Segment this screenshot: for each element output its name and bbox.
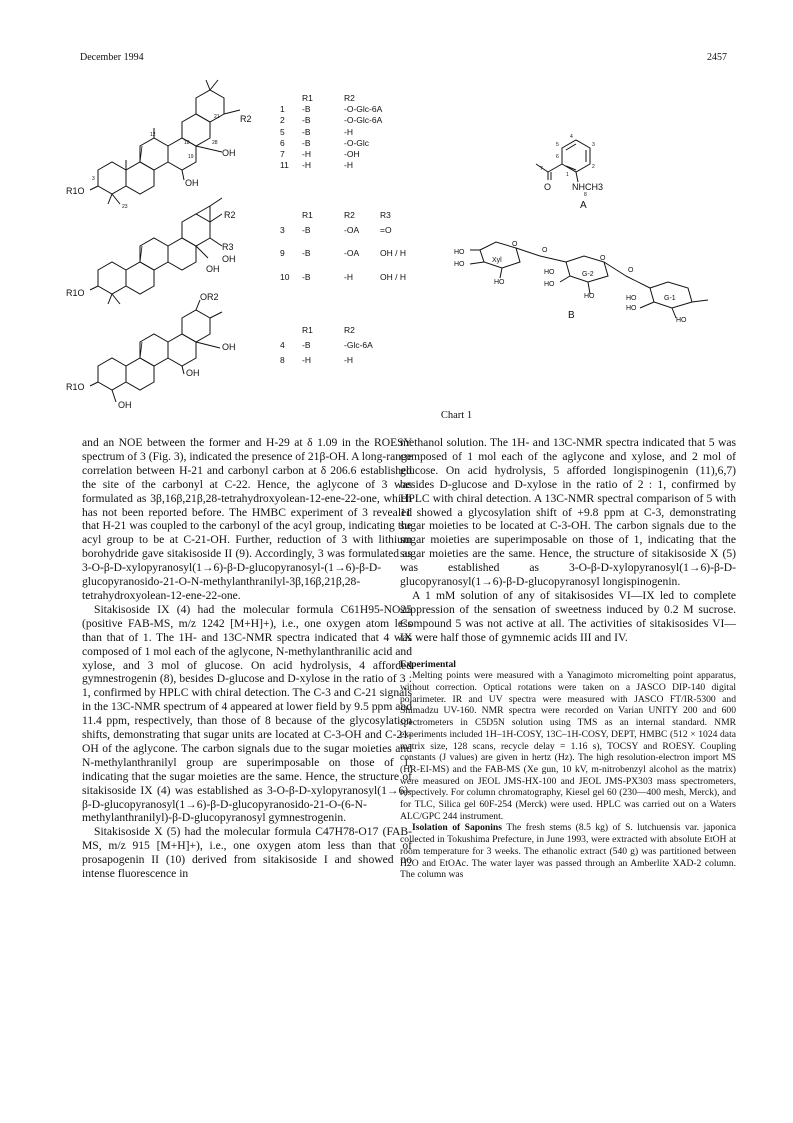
fragB-ho2: HO xyxy=(454,261,465,268)
cell: 11 xyxy=(280,160,289,171)
s1-c23: 23 xyxy=(122,204,128,210)
s2-oh1: OH xyxy=(222,254,236,264)
s3-r1o: R1O xyxy=(66,382,85,392)
fragment-b xyxy=(470,242,708,318)
structure-2 xyxy=(90,198,222,304)
cell: -H xyxy=(344,355,353,366)
fragA-n1: 1 xyxy=(566,172,569,178)
cell: 7 xyxy=(280,149,285,160)
fragA-n8: 8 xyxy=(584,192,587,198)
fragA-n6: 6 xyxy=(556,154,559,160)
cell: -OA xyxy=(344,225,360,236)
table-row xyxy=(280,225,406,236)
cell: -B xyxy=(302,340,311,351)
table-row xyxy=(280,355,373,366)
s3-oh2: OH xyxy=(186,368,200,378)
table-2-header xyxy=(280,210,406,221)
cell: 4 xyxy=(280,340,285,351)
fragA-n4: 4 xyxy=(570,134,573,140)
fragB-o3: O xyxy=(600,255,606,262)
table-2-h-r1: R1 xyxy=(302,210,313,220)
s1-r2: R2 xyxy=(240,114,252,124)
fragB-xyl: Xyl xyxy=(492,257,502,264)
cell: -OA xyxy=(344,248,360,259)
s3-oh3: OH xyxy=(118,400,132,410)
cell: OH / H xyxy=(380,248,406,259)
cell: -B xyxy=(302,104,311,115)
cell: -O-Glc xyxy=(344,137,370,148)
cell: -Glc-6A xyxy=(344,340,373,351)
cell: 2 xyxy=(280,115,285,126)
table-2 xyxy=(280,210,406,283)
fragB-ho4: HO xyxy=(544,269,555,276)
s1-r1o: R1O xyxy=(66,186,85,196)
paragraph: Melting points were measured with a Yanagimoto micromelting point apparatus, without correction. Optical rotations were taken on a JASCO DIP-140 digital polarimeter. IR and UV spectra were measured with JASCO FT/IR-5300 and Shimadzu UV-160. NMR spectra were recorded on Varian UNITY 200 and 600 spectrometers in C5D5N solution using TMS as an internal standard. NMR experiments included 1H–1H-COSY, 13C–1H-COSY, DEPT, HMBC (512 × 1024 data matrix size, 128 scans, recycle delay = 1.16 s), TOCSY and ROESY. Coupling constants (J values) are given in hertz (Hz). The high resolution-electron import MS (HR-EI-MS) and the FAB-MS (Xe gun, 10 kV, m-nitrobenzyl alcohol as the matrix) were measured on JEOL JMS-HX-100 and JEOL JMS-PX303 mass spectrometers, respectively. For column chromatography, Kiesel gel 60 (230—400 mesh, Merck), and for TLC, Silica gel 60F-254 (Merck) were used. HPLC was carried out on a Waters ALC/GPC 244 instrument. xyxy=(400,670,736,822)
cell: -H xyxy=(344,126,353,137)
cell: =O xyxy=(380,225,392,236)
paragraph: Sitakisoside IX (4) had the molecular formula C61H95-NO25 (positive FAB-MS, m/z 1242 [M+H]+), i.e., one oxygen atom less than that of 1. The 1H- and 13C-NMR spectra indicated that 4 was composed of 1 mol each of the aglycone, N-methylanthranilic acid and xylose, and 3 mol of glucose. On acid hydrolysis, 4 afforded gymnestrogenin (8), besides D-glucose and D-xylose in the ratio of 3 : 1, confirmed by HPLC with chiral detection. The C-3 and C-21 signals in the 13C-NMR spectrum of 4 appeared at lower field by 9.5 ppm and 11.4 ppm, respectively, than those of 8 because of the glycosylation shifts, demonstrating that sugar units are located at C-3-OH and C-21-OH of the aglycone. The carbon signals due to the sugar moieties and N-methylanthranilyl group are superimposable on those of 1, indicating that the sugar moieties are the same. Hence, the structure of sitakisoside IX (4) was established as 3-O-β-D-xylopyranosyl(1→6)-β-D-glucopyranosyl(1→6)-β-D-glucopyranosido-21-O-(6-N-methylanthranilyl)-β-D-glucopyranosyl gymnestrogenin. xyxy=(82,602,412,825)
table-row xyxy=(280,104,382,115)
structure-3 xyxy=(90,300,222,402)
table-3-h-r2: R2 xyxy=(344,325,355,335)
fragB-ho1: HO xyxy=(454,249,465,256)
s2-r2: R2 xyxy=(224,210,236,220)
ring-a1 xyxy=(98,162,126,194)
cell: -OH xyxy=(344,149,360,160)
s1-c21: 21 xyxy=(214,114,220,120)
table-row xyxy=(280,115,382,126)
cell: 3 xyxy=(280,225,285,236)
cell: -O-Glc-6A xyxy=(344,115,383,126)
table-row xyxy=(280,340,373,351)
cell: -H xyxy=(302,160,311,171)
cell: -H xyxy=(344,160,353,171)
right-column xyxy=(400,436,736,881)
s1-c3: 3 xyxy=(92,176,95,182)
table-row xyxy=(280,138,382,149)
table-1-h-r1: R1 xyxy=(302,93,313,103)
s1-c12: 12 xyxy=(150,132,156,138)
fragA-n3: 3 xyxy=(592,142,595,148)
table-3-header xyxy=(280,325,373,336)
cell: -H xyxy=(302,149,311,160)
table-1-h-r2: R2 xyxy=(344,93,355,103)
paragraph: A 1 mM solution of any of sitakisosides VI—IX led to complete suppression of the sensation of sweetness induced by 0.2 M sucrose. Compound 5 was not active at all. The activities of sitakisosides VI—IX were half those of gymnemic acids III and IV. xyxy=(400,588,736,644)
cell: -B xyxy=(302,248,311,259)
s2-oh2: OH xyxy=(206,264,220,274)
s3-oh1: OH xyxy=(222,342,236,352)
cell: 1 xyxy=(280,104,285,115)
fragB-g1: G-1 xyxy=(664,295,676,302)
s2-r3: R3 xyxy=(222,242,234,252)
fragB-ho3: HO xyxy=(494,279,505,286)
paragraph xyxy=(400,822,736,881)
ring-b1 xyxy=(126,162,154,194)
paragraph: Sitakisoside X (5) had the molecular formula C47H78-O17 (FAB-MS, m/z 915 [M+H]+), i.e., one oxygen atom less than that of prosapogenin II (10) derived from sitakisoside I and showed no intense fluorescence in xyxy=(82,825,412,881)
cell: 10 xyxy=(280,271,290,282)
chart-caption xyxy=(0,410,793,421)
fragB-o4: O xyxy=(628,267,634,274)
left-column xyxy=(82,436,412,881)
fragB-ho8: HO xyxy=(626,305,637,312)
table-1 xyxy=(280,93,382,171)
table-2-h-r3: R3 xyxy=(380,210,391,220)
s1-c19: 19 xyxy=(188,154,194,160)
cell: 8 xyxy=(280,355,285,366)
table-row xyxy=(280,272,406,283)
fragA-o: O xyxy=(544,182,552,192)
fragB-o1: O xyxy=(512,241,518,248)
cell: -B xyxy=(302,225,311,236)
fragB-label: B xyxy=(568,310,575,321)
page-number: 2457 xyxy=(707,52,727,63)
fragB-ho9: HO xyxy=(676,317,687,324)
cell: -B xyxy=(302,126,311,137)
fragA-label: A xyxy=(580,200,587,211)
chart-structures xyxy=(0,0,793,410)
cell: -B xyxy=(302,115,311,126)
paragraph: and an NOE between the former and H-29 at δ 1.09 in the ROESY spectrum of 3 (Fig. 3), indicated the presence of 21β-OH. A long-range correlation between H-21 and carbonyl carbon at δ 206.6 established the site of the carbonyl at C-22. Hence, the aglycone of 3 was formulated as 3β,16β,21β,28-tetrahydroxyolean-12-ene-22-one, which has not been reported before. The HMBC experiment of 3 revealed that H-21 was coupled to the carbonyl of the acyl group, indicating the acyl group to be at C-21-OH. Further, reduction of 3 with lithium borohydride gave sitakisoside II (9). Accordingly, 3 was formulated as 3-O-β-D-xylopyranosyl(1→6)-β-D-glucopyranosyl-(1→6)-β-D-glucopyranosido-21-O-N-methylanthranilyl-3β,16β,21β,28-tetrahydroxyolean-12-ene-22-one. xyxy=(82,436,412,602)
fragment-a xyxy=(536,140,590,182)
cell: 9 xyxy=(280,248,285,259)
table-3-h-r1: R1 xyxy=(302,325,313,335)
table-row xyxy=(280,160,382,171)
fragB-ho7: HO xyxy=(626,295,637,302)
cell: -H xyxy=(344,271,353,282)
fragA-n: NHCH3 xyxy=(572,182,604,192)
fragB-ho5: HO xyxy=(544,281,555,288)
table-3 xyxy=(280,325,373,367)
paragraph: methanol solution. The 1H- and 13C-NMR spectra indicated that 5 was composed of 1 mol each of the aglycone and xylose, and 2 mol of glucose. On acid hydrolysis, 5 afforded longispinogenin (11),6,7) besides D-glucose and D-xylose in the ratio of 2 : 1, confirmed by HPLC with chiral detection. A 13C-NMR spectral comparison of 5 with 11 showed a glycosylation shift of +9.8 ppm at C-3, demonstrating sugar moieties to be located at C-3-OH. The carbon signals due to the sugar moieties are superimposable on those of 1, indicating that the sugar moieties are the same. Hence, the structure of sitakisoside X (5) was established as 3-O-β-D-xylopyranosyl(1→6)-β-D-glucopyranosyl(1→6)-β-D-glucopyranosyl longispinogenin. xyxy=(400,436,736,589)
cell: -O-Glc-6A xyxy=(344,104,383,115)
table-1-header xyxy=(280,93,382,104)
fragA-n2: 2 xyxy=(592,164,595,170)
table-row xyxy=(280,248,406,259)
s1-oh2: OH xyxy=(185,178,199,188)
s3-or2: OR2 xyxy=(200,292,219,302)
caption-text: Chart 1 xyxy=(440,410,473,421)
cell: 6 xyxy=(280,137,285,148)
paragraph-text: The fresh stems (8.5 kg) of S. lutchuensis var. japonica collected in Tokushima Prefecture, in June 1993, were extracted with absolute EtOH at room temperature for 3 weeks. The ethanolic extract (540 g) was partitioned between H2O and EtOAc. The water layer was passed through an Amberlite XAD-2 column. The column was xyxy=(400,822,737,881)
s1-c18: 18 xyxy=(184,140,190,146)
fragB-ho6: HO xyxy=(584,293,595,300)
ring-c1 xyxy=(140,138,168,170)
cell: OH / H xyxy=(380,271,406,282)
fragB-o2: O xyxy=(542,247,548,254)
experimental-section xyxy=(400,659,736,881)
s1-oh1: OH xyxy=(222,148,236,158)
s1-c28: 28 xyxy=(212,140,218,146)
subheading: Isolation of Saponins xyxy=(412,822,502,834)
fragA-n7: 7 xyxy=(540,166,543,172)
table-row xyxy=(280,149,382,160)
fragB-g2: G-2 xyxy=(582,271,594,278)
cell: 5 xyxy=(280,126,285,137)
cell: -H xyxy=(302,355,311,366)
ring-f1 xyxy=(196,90,224,122)
fragA-n5: 5 xyxy=(556,142,559,148)
cell: -B xyxy=(302,137,311,148)
section-heading: Experimental xyxy=(400,658,456,670)
header-date: December 1994 xyxy=(80,52,144,63)
table-2-h-r2: R2 xyxy=(344,210,355,220)
s2-r1o: R1O xyxy=(66,288,85,298)
table-row xyxy=(280,127,382,138)
cell: -B xyxy=(302,271,311,282)
